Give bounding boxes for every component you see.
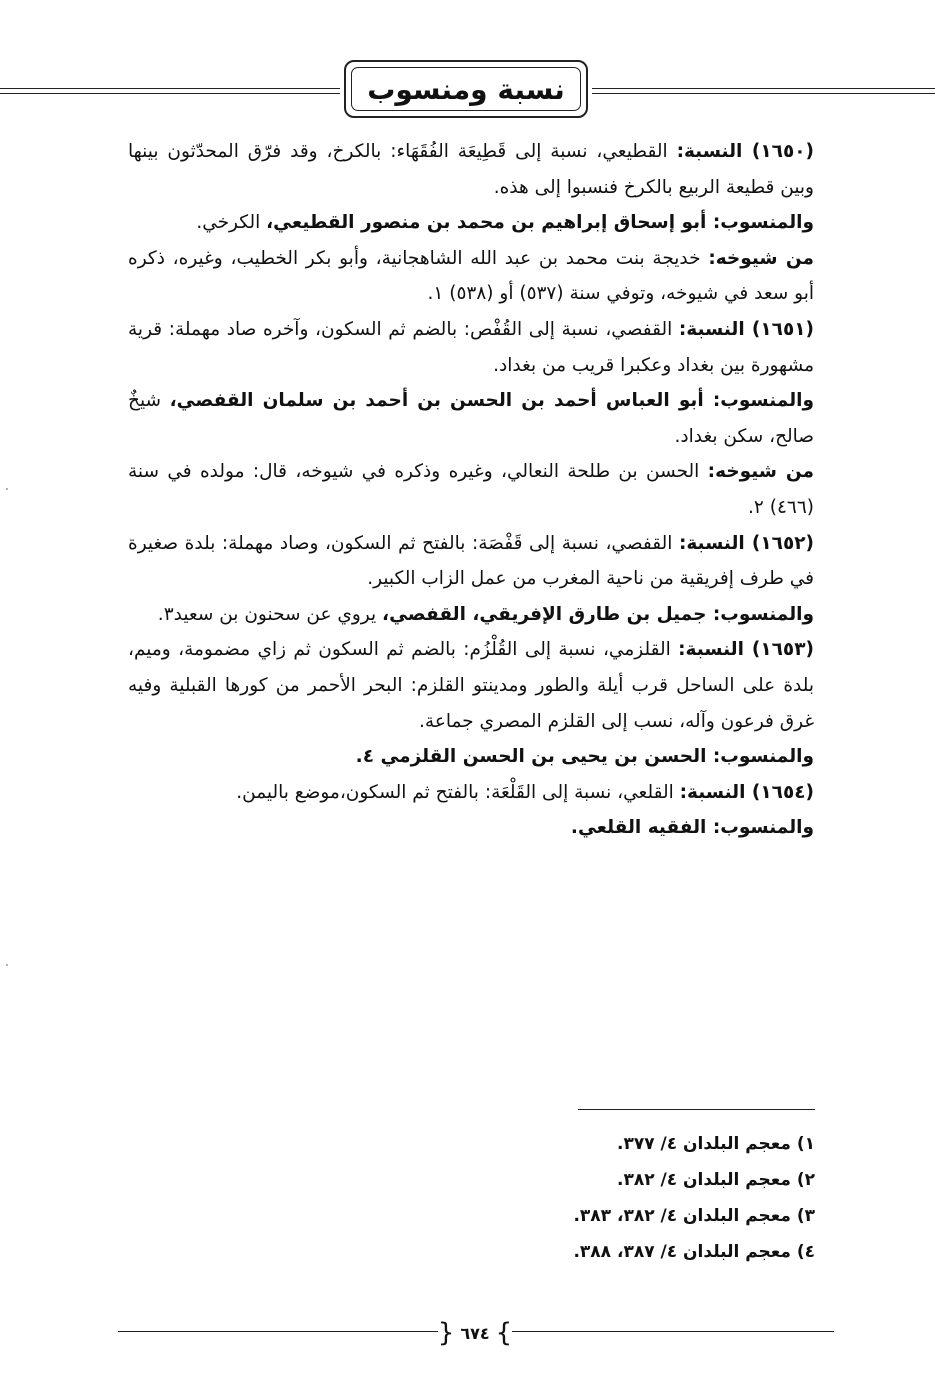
footnotes — [400, 1126, 815, 1270]
text: الكرخي. — [196, 212, 267, 234]
footer-rule-right — [512, 1331, 834, 1332]
label: والمنسوب: أبو إسحاق إبراهيم بن محمد بن منصور القطيعي، — [266, 212, 814, 234]
entry-1654-mansub — [128, 810, 814, 846]
label: والمنسوب: الحسن بن يحيى بن الحسن القلزمي ٤. — [355, 746, 814, 768]
text: شيخٌ صالح، سكن بغداد. — [128, 390, 814, 447]
footnote-separator — [578, 1109, 815, 1110]
label: (١٦٥٢) النسبة: — [678, 532, 814, 554]
label: (١٦٥١) النسبة: — [678, 318, 814, 340]
page-title: نسبة ومنسوب — [367, 72, 565, 106]
brace-left-glyph: { — [437, 1318, 455, 1348]
footer-rule-left — [118, 1331, 438, 1332]
scan-speck — [6, 964, 8, 966]
footnote-2: ٢) معجم البلدان ٤/ ٣٨٢. — [616, 1170, 815, 1190]
header-rule-right — [592, 88, 935, 94]
text: القفصي، نسبة إلى قَفْصَة: بالفتح ثم السكون، وصاد مهملة: بلدة صغيرة في طرف إفريقية من ناحية المغرب من عمل الزاب الكبير. — [128, 532, 814, 590]
label: من شيوخه: — [708, 247, 814, 269]
entry-1651-shuyukh — [128, 454, 814, 525]
main-text — [128, 134, 814, 846]
label: والمنسوب: الفقيه القلعي. — [570, 817, 814, 839]
label: والمنسوب: جميل بن طارق الإفريقي، القفصي، — [382, 603, 814, 625]
label: (١٦٥٣) النسبة: — [678, 639, 814, 661]
entry-1650-shuyukh — [128, 241, 814, 312]
entry-1654-nisba — [128, 775, 814, 811]
text: القلزمي، نسبة إلى القُلْزُم: بالضم ثم السكون ثم زاي مضمومة، وميم، بلدة على الساحل قرب أيلة والطور ومدينتو القلزم: البحر الأحمر من كورها القبلية وفيه غرق فرعون وآله، نسب إلى القلزم المصري جماعة. — [128, 639, 814, 732]
entry-1653-nisba — [128, 632, 814, 739]
text: يروي عن سحنون بن سعيد٣. — [157, 603, 383, 625]
header-rule-left — [0, 88, 340, 94]
text: القطيعي، نسبة إلى قَطِيعَة الفُقَهَاء: بالكرخ، وقد فرّق المحدّثون بينها وبين قطيعة الربيع بالكرخ فنسبوا إلى هذه. — [128, 141, 814, 198]
text: القفصي، نسبة إلى القُفْص: بالضم ثم السكون، وآخره صاد مهملة: قرية مشهورة بين بغداد وعكبرا قريب من بغداد. — [128, 318, 814, 376]
label: والمنسوب: أبو العباس أحمد بن الحسن بن أحمد بن سلمان القفصي، — [169, 390, 814, 412]
label: (١٦٥٠) النسبة: — [676, 141, 814, 162]
header-title-frame — [344, 60, 588, 118]
text: القلعي، نسبة إلى القَلْعَة: بالفتح ثم السكون،موضع باليمن. — [236, 781, 680, 803]
entry-1653-mansub — [128, 739, 814, 775]
label: من شيوخه: — [707, 461, 814, 483]
entry-1651-mansub — [128, 383, 814, 454]
text: خديجة بنت محمد بن عبد الله الشاهجانية، وأبو بكر الخطيب، وغيره، ذكره أبو سعد في شيوخه، وتوفي سنة (٥٣٧) أو (٥٣٨) ١. — [128, 247, 814, 305]
footnote-3: ٣) معجم البلدان ٤/ ٣٨٢، ٣٨٣. — [573, 1206, 815, 1226]
entry-1651-nisba — [128, 312, 814, 383]
label: (١٦٥٤) النسبة: — [679, 781, 814, 803]
text: الحسن بن طلحة النعالي، وغيره وذكره في شيوخه، قال: مولده في سنة (٤٦٦) ٢. — [128, 461, 814, 518]
brace-right-glyph: } — [495, 1318, 513, 1348]
footnote-1: ١) معجم البلدان ٤/ ٣٧٧. — [616, 1134, 815, 1154]
entry-1652-nisba — [128, 526, 814, 597]
footnote-4: ٤) معجم البلدان ٤/ ٣٨٧، ٣٨٨. — [573, 1242, 815, 1262]
header-title-inner-frame — [351, 67, 581, 111]
page-number-block — [438, 1318, 512, 1348]
entry-1650-nisba — [128, 134, 814, 205]
entry-1650-mansub — [128, 205, 814, 241]
scan-speck — [6, 488, 8, 490]
entry-1652-mansub — [128, 597, 814, 633]
page-number: ٦٧٤ — [460, 1323, 490, 1343]
